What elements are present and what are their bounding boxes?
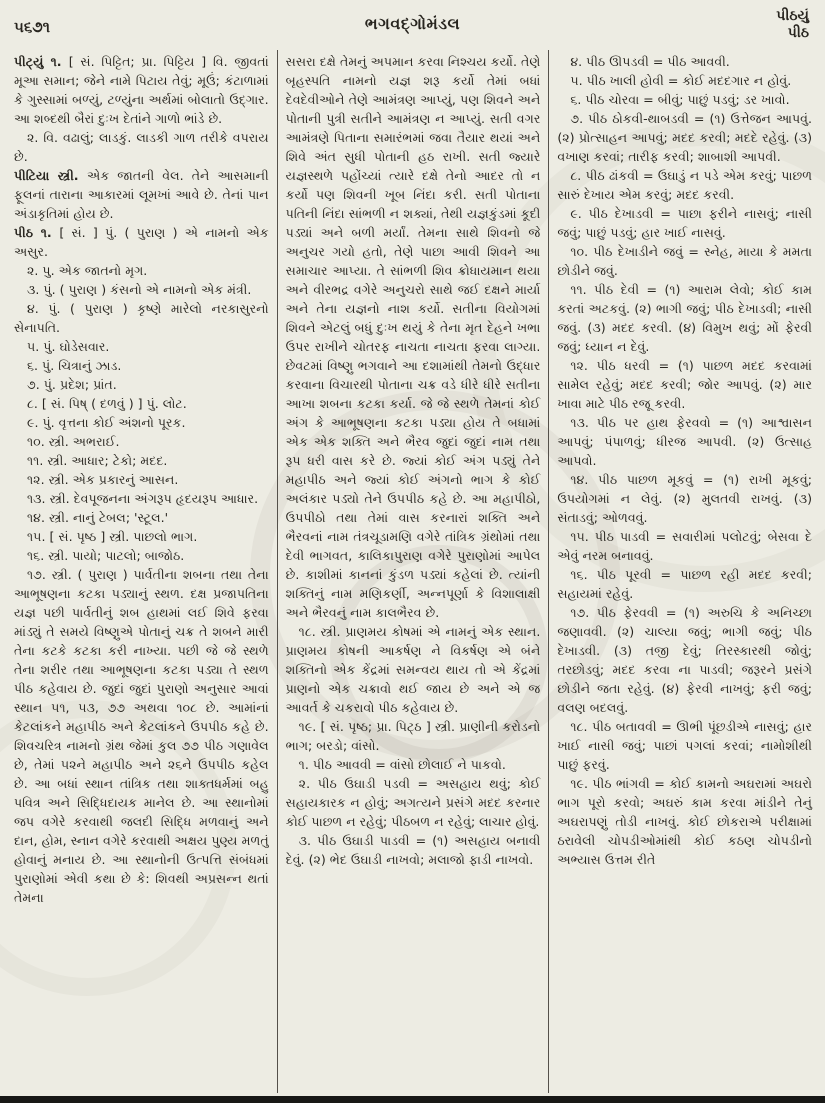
- dictionary-paragraph: ૧૫. પીઠ પાડવી = સવારીમાં પલોટવું; બેસવા દે એવું નરમ બનાવવું.: [557, 529, 813, 563]
- column-2: [278, 50, 550, 1093]
- dictionary-paragraph: ૨. પીઠ ઉઘાડી પડવી = અસહાય થવું; કોઈ સહાયકારક ન હોવું; અગત્યને પ્રસંગે મદદ કરનાર કોઈ પાછળ ન રહેવું; પીઠબળ ન રહેવું; લાચાર હોવું.: [285, 776, 541, 829]
- dictionary-paragraph: ૪. પું. ( પુરાણ ) કૃષ્ણે મારેલો નરકાસુરનો સેનાપતિ.: [14, 301, 269, 335]
- dictionary-paragraph: ૯. પું. વૃત્તના કોઈ અંશનો પૂરક.: [27, 415, 186, 430]
- dictionary-paragraph: ૪. પીઠ ઊપડવી = પીઠ આવવી.: [570, 54, 730, 69]
- headword: પીટ્યું ૧.: [14, 54, 69, 69]
- dictionary-paragraph: ૧૪. સ્ત્રી. નાનું ટેબલ; 'સ્ટૂલ.': [27, 510, 169, 525]
- dictionary-paragraph: ૧૮. પીઠ બતાવવી = ઊભી પૂંછડીએ નાસવું; હાર ખાઈ નાસી જવું; પાછાં પગલાં કરવાં; નામોશીથી પાછું ફરવું.: [557, 719, 813, 772]
- dictionary-paragraph: ૨. વિ. વઢાલું; લાડકું. લાડકી ગાળ તરીકે વપરાય છે.: [14, 130, 269, 164]
- dictionary-paragraph: ૧૮. સ્ત્રી. પ્રાણમય કોષમાં એ નામનું એક સ્થાન. પ્રાણમય કોષની આકર્ષણ ને વિકર્ષણ એ બંને શક્તિનો એક કેંદ્રમાં સમન્વય થાય તો એ કેંદ્રમાં પ્રાણનો એક ચક્રાવો થઈ જાય છે અને એ જ આવર્ત કે ચકરાવો પીઠ કહેવાય છે.: [285, 624, 541, 715]
- text-columns: [6, 50, 820, 1093]
- dictionary-paragraph: ૧૧. પીઠ દેવી = (૧) આરામ લેવો; કોઈ કામ કરતાં અટકવું. (૨) ભાગી જવું; પીઠ દેખાડવી; નાસી જવું. (૩) મદદ કરવી. (૪) વિમુખ થવું; મોં ફેરવી જવું; ધ્યાન ન દેવું.: [557, 282, 813, 354]
- dictionary-paragraph: ૧૬. સ્ત્રી. પાયો; પાટલો; બાજોઠ.: [27, 548, 185, 563]
- running-head-keyword-bottom: પીઠ: [787, 25, 809, 41]
- dictionary-paragraph: ૮. [ સં. પિષ્ ( દળવું ) ] પું. લોટ.: [27, 396, 187, 411]
- dictionary-paragraph: ૧૨. પીઠ ધરવી = (૧) પાછળ મદદ કરવામાં સામેલ રહેવું; મદદ કરવી; જોર આપવું. (૨) માર ખાવા માટે પીઠ રજૂ કરવી.: [557, 358, 813, 411]
- dictionary-paragraph: ૫. પીઠ ખાલી હોવી = કોઈ મદદગાર ન હોવું.: [570, 73, 792, 88]
- dictionary-paragraph: ૧૦. સ્ત્રી. અભરાઈ.: [27, 434, 120, 449]
- dictionary-paragraph: ૬. પીઠ ચોરવા = બીવું; પાછું પડવું; ડર ખાવો.: [570, 92, 790, 107]
- dictionary-paragraph: ૮. પીઠ ઢાંકવી = ઉઘાડું ન પડે એમ કરવું; પાછળ સારું દેખાય એમ કરવું; મદદ કરવી.: [557, 168, 813, 202]
- dictionary-paragraph: ૧૭. પીઠ ફેરવવી = (૧) અરુચિ કે અનિચ્છા જણાવવી. (૨) ચાલ્યા જવું; ભાગી જવું; પીઠ દેખાડવી. (૩) તજી દેવું; તિરસ્કારથી જોવું; તરછોડવું; મદદ કરવા ના પાડવી; જરૂરને પ્રસંગે છોડીને જતા રહેવું. (૪) ફેરવી નાખવું; ફરી જવું; વલણ બદલવું.: [557, 605, 813, 715]
- page-header: [0, 6, 825, 50]
- dictionary-paragraph: ૧૬. પીઠ પૂરવી = પાછળ રહી મદદ કરવી; સહાયમાં રહેવું.: [557, 567, 813, 601]
- entry-paragraph: પીટ્યું ૧. [ સં. પિટ્ટિત; પ્રા. પિટ્ટિય ] વિ. જીવતાં મૂઆ સમાન; જેને નામે પિટાય તેવું; મૂઉં; કંટાળામાં કે ગુસ્સામાં બળ્યું, ટળ્યુંના અર્થમાં બોલાતો ઉદ્ગાર. આ શબ્દથી બૈરાં દુઃખ દેતાંને ગાળો ભાંડે છે.: [14, 54, 269, 126]
- running-head: [776, 8, 809, 42]
- headword: પીઠ ૧.: [14, 225, 60, 240]
- dictionary-paragraph: ૧૯. [ સં. પૃષ્ઠ; પ્રા. પિટ્ઠ ] સ્ત્રી. પ્રાણીની કરોડનો ભાગ; બરડો; વાંસો.: [285, 719, 541, 753]
- dictionary-paragraph: ૧૯. પીઠ ભાંગવી = કોઈ કામનો અઘરામાં અઘરો ભાગ પૂરો કરવો; અઘરું કામ કરવા માંડીને તેનું અઘરાપણું તોડી નાખવું. કોઈ છોકરાએ પરીક્ષામાં ઠરાવેલી ચોપડીઓમાંથી કોઈ કઠણ ચોપડીનો અભ્યાસ ઉત્તમ રીતે: [557, 776, 813, 867]
- scan-edge-bar: [0, 1096, 825, 1103]
- dictionary-paragraph: ૧૩. પીઠ પર હાથ ફેરવવો = (૧) આશ્વાસન આપવું; પંપાળવું; ધીરજ આપવી. (૨) ઉત્સાહ આપવો.: [557, 415, 813, 468]
- page-number: ૫૬૭૧: [14, 18, 51, 36]
- running-head-keyword-top: પીઠયું: [776, 8, 809, 24]
- page-title: ભગવદ્ગોમંડલ: [364, 14, 461, 33]
- dictionary-paragraph: ૬. પું. ચિત્રાનું ઝાડ.: [27, 358, 122, 373]
- dictionary-paragraph: ૧. પીઠ આવવી = વાંસો છોલાઈ ને પાકવો.: [298, 757, 506, 772]
- dictionary-paragraph: સસરા દક્ષે તેમનું અપમાન કરવા નિશ્ચય કર્યો. તેણે બૃહસ્પતિ નામનો યજ્ઞ શરૂ કર્યો તેમાં બધાં દેવદેવીઓને તેણે આમંત્રણ આપ્યું, પણ શિવને અને પોતાની પુત્રી સતીને આમંત્રણ ન આપ્યું. સતી વગર આમંત્રણે પિતાના સમારંભમાં જવા તૈયાર થયાં અને શિવે અંત સુધી પોતાની હઠ રાખી. સતી જ્યારે યજ્ઞસ્થળે પહોંચ્યાં ત્યારે દક્ષે તેનો આદર તો ન કર્યો પણ શિવની ખૂબ નિંદા કરી. સતી પોતાના પતિની નિંદા સાંભળી ન શક્યાં, તેથી યજ્ઞકુંડમાં કૂદી પડ્યાં અને બળી મર્યાં. તેમના સાથે શિવનો જે અનુચર ગયો હતો, તેણે પાછા આવી શિવને આ સમાચાર આપ્યા. તે સાંભળી શિવ ક્રોધાયમાન થયા અને વીરભદ્ર વગેરે અનુચરો સાથે જઈ દક્ષને માર્યા અને તેના યજ્ઞનો નાશ કર્યો. સતીના વિયોગમાં શિવને એટલું બધું દુઃખ થયું કે તેના મૃત દેહને ખભા ઉપર રાખીને ચોતરફ નાચતા નાચતા ફરવા લાગ્યા. છેવટમાં વિષ્ણુ ભગવાને આ દશામાંથી તેમનો ઉદ્ધાર કરવાના વિચારથી પોતાના ચક્ર વડે ધીરે ધીરે સતીના આખા શબના કટકા કર્યા. જે જે સ્થળે તેમનાં કોઈ અંગ કે આભૂષણના કટકા પડ્યા હોય તે બધામાં એક એક શક્તિ અને ભૈરવ જુદાં જુદાં નામ તથા રૂપ ધરી વાસ કરે છે. જ્યાં કોઈ અંગ પડ્યું તેને મહાપીઠ અને જ્યાં કોઈ અંગનો ભાગ કે કોઈ અલંકાર પડ્યો તેને ઉપપીઠ કહે છે. આ મહાપીઠો, ઉપપીઠો તથા તેમાં વાસ કરનારાં શક્તિ અને ભૈરવનાં નામ તંત્રચૂડામણિ વગેરે તાંત્રિક ગ્રંથોમાં તથા દેવી ભાગવત, કાલિકાપુરાણ વગેરે પુરાણોમાં આપેલ છે. કાશીમાં કાનનાં કુંડળ પડ્યાં કહેલાં છે. ત્યાંની શક્તિનું નામ મણિકર્ણી, અન્નપૂર્ણા કે વિશાલાક્ષી અને ભૈરવનું નામ કાલભૈરવ છે.: [285, 54, 541, 620]
- dictionary-paragraph: ૧૩. સ્ત્રી. દેવપૂજનના અંગરૂપ હૃદયરૂપ આધાર.: [27, 491, 259, 506]
- dictionary-paragraph: ૧૨. સ્ત્રી. એક પ્રકારનું આસન.: [27, 472, 179, 487]
- dictionary-paragraph: ૧૫. [ સં. પૃષ્ઠ ] સ્ત્રી. પાછલો ભાગ.: [27, 529, 198, 544]
- dictionary-paragraph: ૧૧. સ્ત્રી. આધાર; ટેકો; મદદ.: [27, 453, 168, 468]
- column-3: [549, 50, 820, 1093]
- dictionary-paragraph: ૭. પીઠ ઠોકવી-થાબડવી = (૧) ઉત્તેજન આપવું. (૨) પ્રોત્સાહન આપવું; મદદ કરવી; મદદે રહેવું. (૩) વખાણ કરવાં; તારીફ કરવી; શાબાશી આપવી.: [557, 111, 813, 164]
- column-1: [6, 50, 278, 1093]
- dictionary-paragraph: ૨. પુ. એક જાતનો મૃગ.: [27, 263, 148, 278]
- dictionary-paragraph: ૧૦. પીઠ દેખાડીને જવું = સ્નેહ, માયા કે મમતા છોડીને જવું.: [557, 244, 813, 278]
- entry-paragraph: પીટિયા સ્ત્રી. એક જાતની વેલ. તેને આસમાની ફૂલનાં તારાના આકારમાં લૂમખાં આવે છે. તેનાં પાન અંડાકૃતિમાં હોય છે.: [14, 168, 269, 221]
- dictionary-paragraph: ૩. પું. ( પુરાણ ) કંસનો એ નામનો એક મંત્રી.: [27, 282, 252, 297]
- dictionary-paragraph: ૯. પીઠ દેખાડવી = પાછા ફરીને નાસવું; નાસી જવું; પાછું પડવું; હાર ખાઈ નાસવું.: [557, 206, 813, 240]
- headword: પીટિયા સ્ત્રી.: [14, 168, 88, 183]
- dictionary-paragraph: ૭. પું. પ્રદેશ; પ્રાંત.: [27, 377, 117, 392]
- dictionary-paragraph: ૫. પું. ઘોડેસવાર.: [27, 339, 110, 354]
- entry-paragraph: પીઠ ૧. [ સં. ] પું. ( પુરાણ ) એ નામનો એક અસુર.: [14, 225, 269, 259]
- dictionary-paragraph: ૧૭. સ્ત્રી. ( પુરાણ ) પાર્વતીના શબના તથા તેના આભૂષણના કટકા પડ્યાનું સ્થળ. દક્ષ પ્રજાપતિના યજ્ઞ પછી પાર્વતીનું શબ હાથમાં લઈ શિવે ફરવા માંડ્યું તે સમયે વિષ્ણુએ પોતાનું ચક્ર તે શબને મારી તેના કટકે કટકા કરી નાખ્યા. પછી જે જે સ્થળે તેના શરીર તથા આભૂષણના કટકા પડ્યા તે સ્થળ પીઠ કહેવાય છે. જુદાં જુદાં પુરાણો અનુસાર આવાં સ્થાન ૫૧, ૫૩, ૭૭ અથવા ૧૦૮ છે. આમાંનાં કેટલાંકને મહાપીઠ અને કેટલાંકને ઉપપીઠ કહે છે. શિવચરિત્ર નામનો ગ્રંથ જેમાં કુલ ૭૭ પીઠ ગણાવેલ છે, તેમાં ૫૨ને મહાપીઠ અને ૨૬ને ઉપપીઠ કહેલ છે. આ બધાં સ્થાન તાંત્રિક તથા શાક્તધર્મમાં બહુ પવિત્ર અને સિદ્ધિદાયક માનેલ છે. આ સ્થાનોમાં જપ વગેરે કરવાથી જલદી સિદ્ધિ મળવાનું અને દાન, હોમ, સ્નાન વગેરે કરવાથી અક્ષય પુણ્ય મળતું હોવાનું મનાય છે. આ સ્થાનોની ઉત્પત્તિ સંબંધમાં પુરાણોમાં એવી કથા છે કે: શિવથી અપ્રસન્ન થતાં તેમના: [14, 567, 269, 905]
- dictionary-paragraph: ૧૪. પીઠ પાછળ મૂકવું = (૧) રાખી મૂકવું; ઉપયોગમાં ન લેવું. (૨) મુલતવી રાખવું. (૩) સંતાડવું; ઓળવવું.: [557, 472, 813, 525]
- dictionary-paragraph: ૩. પીઠ ઉઘાડી પાડવી = (૧) અસહાય બનાવી દેવું. (૨) ભેદ ઉઘાડી નાખવો; મલાજો ફાડી નાખવો.: [285, 833, 541, 867]
